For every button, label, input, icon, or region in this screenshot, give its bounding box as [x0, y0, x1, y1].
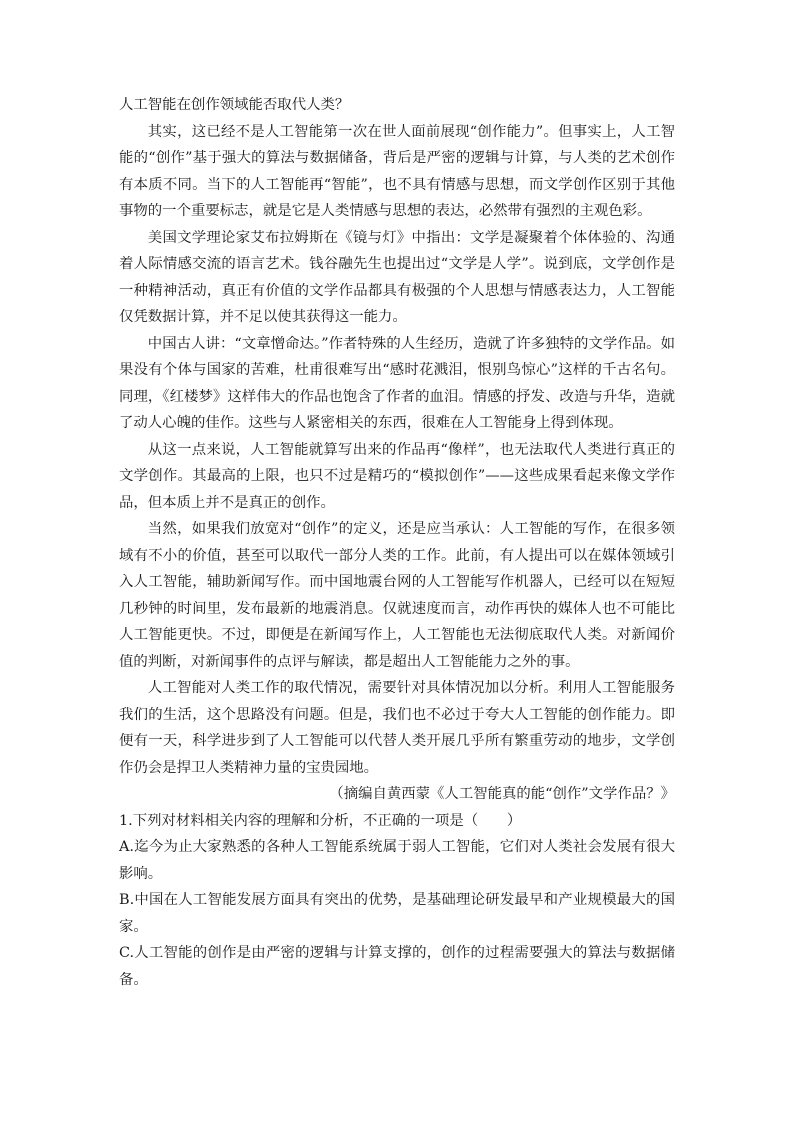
paragraph-6: 人工智能对人类工作的取代情况，需要针对具体情况加以分析。利用人工智能服务我们的生活，这个思路没有问题。但是，我们也不必过于夸大人工智能的创作能力。即便有一天，科学进步到了人工智能可以代替人类开展几乎所有繁重劳动的地步，文学创作仍会是捍卫人类精神力量的宝贵园地。 — [119, 680, 675, 776]
paragraph-3: 中国古人讲：“文章憎命达。”作者特殊的人生经历，造就了许多独特的文学作品。如果没有个体与国家的苦难，杜甫很难写出“感时花溅泪，恨别鸟惊心”这样的千古名句。同理，《红楼梦》这样伟大的作品也饱含了作者的血泪。情感的抒发、改造与升华，造就了动人心魄的佳作。这些与人紧密相关的东西，很难在人工智能身上得到体现。 — [119, 335, 675, 431]
article-heading: 人工智能在创作领域能否取代人类？ — [119, 97, 350, 113]
question-title: 1.下列对材料相关内容的理解和分析，不正确的一项是（ ） — [119, 812, 522, 829]
option-b: B.中国在人工智能发展方面具有突出的优势，是基础理论研发最早和产业规模最大的国家。 — [119, 892, 675, 935]
option-a: A.迄今为止大家熟悉的各种人工智能系统属于弱人工智能，它们对人类社会发展有很大影响。 — [119, 839, 675, 882]
document-page — [119, 92, 675, 993]
paragraph-5: 当然，如果我们放宽对“创作”的定义，还是应当承认：人工智能的写作，在很多领域有不小的价值，甚至可以取代一部分人类的工作。此前，有人提出可以在媒体领域引入人工智能，辅助新闻写作。而中国地震台网的人工智能写作机器人，已经可以在短短几秒钟的时间里，发布最新的地震消息。仅就速度而言，动作再快的媒体人也不可能比人工智能更快。不过，即便是在新闻写作上，人工智能也无法彻底取代人类。对新闻价值的判断，对新闻事件的点评与解读，都是超出人工智能能力之外的事。 — [119, 521, 675, 670]
article-source: （摘编自黄西蒙《人工智能真的能“创作”文学作品？》 — [329, 786, 675, 802]
paragraph-4: 从这一点来说，人工智能就算写出来的作品再“像样”，也无法取代人类进行真正的文学创作。其最高的上限，也只不过是精巧的“模拟创作”——这些成果看起来像文学作品，但本质上并不是真正的创作。 — [119, 441, 675, 511]
option-c: C.人工智能的创作是由严密的逻辑与计算支撑的，创作的过程需要强大的算法与数据储备。 — [119, 945, 675, 988]
paragraph-1: 其实，这已经不是人工智能第一次在世人面前展现“创作能力”。但事实上，人工智能的“创作”基于强大的算法与数据储备，背后是严密的逻辑与计算，与人类的艺术创作有本质不同。当下的人工智能再“智能”，也不具有情感与思想，而文学创作区别于其他事物的一个重要标志，就是它是人类情感与思想的表达，必然带有强烈的主观色彩。 — [119, 123, 675, 219]
paragraph-2: 美国文学理论家艾布拉姆斯在《镜与灯》中指出：文学是凝聚着个体体验的、沟通着人际情感交流的语言艺术。钱谷融先生也提出过“文学是人学”。说到底，文学创作是一种精神活动，真正有价值的文学作品都具有极强的个人思想与情感表达力，人工智能仅凭数据计算，并不足以使其获得这一能力。 — [119, 229, 675, 325]
